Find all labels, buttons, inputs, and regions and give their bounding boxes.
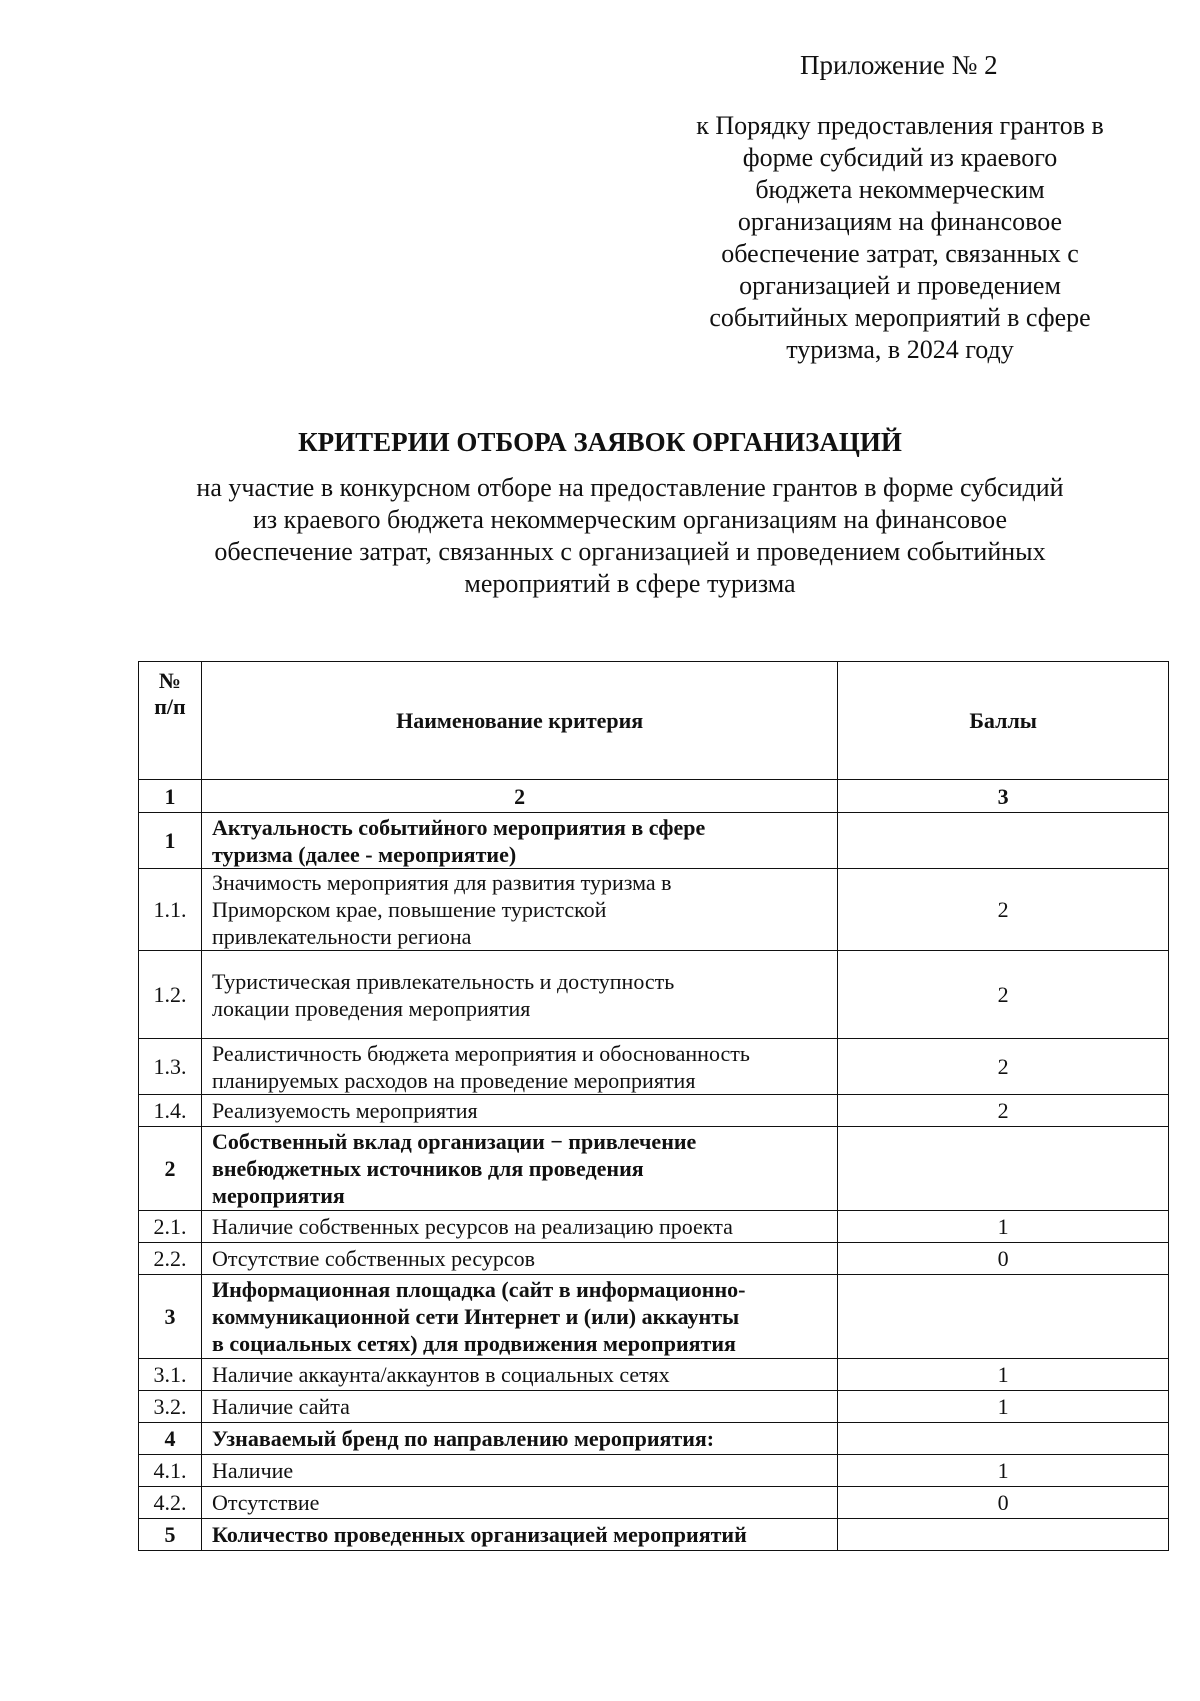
appendix-line: к Порядку предоставления грантов в: [696, 111, 1104, 140]
criterion-name-line: мероприятия: [211, 1183, 345, 1208]
subtitle-line: обеспечение затрат, связанных с организацией и проведением событийных: [214, 537, 1046, 566]
column-index: 1: [139, 780, 202, 813]
appendix-description: [660, 110, 1140, 366]
table-row: [139, 813, 1169, 869]
appendix-line: туризма, в 2024 году: [786, 335, 1014, 364]
criterion-name: [201, 1519, 837, 1551]
criterion-name-line: Реалистичность бюджета мероприятия и обоснованность: [211, 1040, 750, 1066]
appendix-line: организацией и проведением: [739, 271, 1061, 300]
header-number-abbr: п/п: [154, 694, 186, 719]
appendix-line: событийных мероприятий в сфере: [709, 303, 1091, 332]
criterion-name: [201, 951, 837, 1039]
criterion-name-line: Наличие аккаунта/аккаунтов в социальных сетях: [211, 1362, 670, 1387]
header-criterion-name: Наименование критерия: [201, 662, 837, 780]
criterion-name-line: туризма (далее - мероприятие): [211, 841, 517, 867]
criterion-name-line: Туристическая привлекательность и доступность: [211, 968, 675, 994]
table-row: [139, 1243, 1169, 1275]
table-row: [139, 1359, 1169, 1391]
table-row: [139, 1211, 1169, 1243]
criterion-score: 1: [838, 1211, 1169, 1243]
document-title: КРИТЕРИИ ОТБОРА ЗАЯВОК ОРГАНИЗАЦИЙ: [298, 427, 902, 457]
criterion-number: 3.2.: [139, 1391, 202, 1423]
criterion-score: 2: [838, 869, 1169, 951]
criterion-score: 0: [838, 1243, 1169, 1275]
table-row: [139, 1095, 1169, 1127]
subtitle-line: на участие в конкурсном отборе на предоставление грантов в форме субсидий: [196, 473, 1064, 502]
criterion-name: [201, 1455, 837, 1487]
criterion-name: [201, 869, 837, 951]
criterion-name: [201, 1211, 837, 1243]
criterion-name-line: привлекательности региона: [211, 924, 472, 949]
criterion-name-line: Актуальность событийного мероприятия в сфере: [211, 814, 706, 840]
table-row: [139, 1423, 1169, 1455]
header-number-symbol: №: [158, 668, 182, 693]
criteria-table-body: [139, 813, 1169, 1551]
appendix-line: организациям на финансовое: [737, 207, 1063, 236]
criterion-number: 1: [139, 813, 202, 869]
criterion-name-line: Собственный вклад организации − привлечение: [211, 1129, 697, 1154]
criterion-score: 1: [838, 1391, 1169, 1423]
criterion-number: 2.2.: [139, 1243, 202, 1275]
criterion-name-line: Отсутствие собственных ресурсов: [211, 1246, 536, 1271]
criterion-name-line: Узнаваемый бренд по направлению мероприятия:: [211, 1426, 715, 1451]
criterion-name: [201, 1127, 837, 1211]
criterion-name: [201, 1039, 837, 1095]
table-row: [139, 1039, 1169, 1095]
criterion-name-line: Информационная площадка (сайт в информационно-: [211, 1277, 746, 1302]
criterion-number: 1.1.: [139, 869, 202, 951]
appendix-line: обеспечение затрат, связанных с: [721, 239, 1079, 268]
criterion-name-line: локации проведения мероприятия: [211, 995, 531, 1021]
criterion-name: [201, 1275, 837, 1359]
criterion-name: [201, 1487, 837, 1519]
criterion-number: 4.1.: [139, 1455, 202, 1487]
column-index: 2: [201, 780, 837, 813]
criterion-number: 4: [139, 1423, 202, 1455]
criterion-number: 2.1.: [139, 1211, 202, 1243]
criterion-name: [201, 1359, 837, 1391]
criterion-name-line: Наличие сайта: [211, 1394, 350, 1419]
table-header-row: [139, 662, 1169, 780]
appendix-title: Приложение № 2: [800, 50, 998, 80]
criterion-score: [838, 1423, 1169, 1455]
criterion-name: [201, 813, 837, 869]
criterion-score: 2: [838, 951, 1169, 1039]
criterion-number: 5: [139, 1519, 202, 1551]
criterion-number: 1.2.: [139, 951, 202, 1039]
appendix-line: форме субсидий из краевого: [742, 143, 1058, 172]
criterion-number: 2: [139, 1127, 202, 1211]
criterion-score: 1: [838, 1359, 1169, 1391]
criterion-name-line: Реализуемость мероприятия: [211, 1098, 478, 1123]
criterion-score: 1: [838, 1455, 1169, 1487]
criterion-number: 3.1.: [139, 1359, 202, 1391]
column-index: 3: [838, 780, 1169, 813]
criterion-name-line: Наличие собственных ресурсов на реализацию проекта: [211, 1214, 733, 1239]
table-row: [139, 1455, 1169, 1487]
criterion-number: 1.4.: [139, 1095, 202, 1127]
criterion-name-line: Приморском крае, повышение туристской: [211, 897, 607, 922]
criterion-name: [201, 1243, 837, 1275]
criterion-name-line: Количество проведенных организацией мероприятий: [211, 1522, 747, 1547]
table-row: [139, 1519, 1169, 1551]
criterion-number: 4.2.: [139, 1487, 202, 1519]
criterion-score: 2: [838, 1095, 1169, 1127]
criterion-name: [201, 1095, 837, 1127]
criterion-name-line: Отсутствие: [211, 1490, 320, 1515]
table-row: [139, 1487, 1169, 1519]
criterion-score: [838, 1519, 1169, 1551]
criterion-name-line: в социальных сетях) для продвижения мероприятия: [211, 1331, 736, 1356]
criterion-name-line: коммуникационной сети Интернет и (или) аккаунты: [211, 1304, 740, 1329]
criterion-score: [838, 1275, 1169, 1359]
subtitle-line: из краевого бюджета некоммерческим организациям на финансовое: [253, 505, 1007, 534]
header-number: [139, 662, 202, 780]
table-row: [139, 869, 1169, 951]
criterion-score: [838, 1127, 1169, 1211]
criterion-name: [201, 1423, 837, 1455]
table-row: [139, 1127, 1169, 1211]
criterion-name-line: планируемых расходов на проведение мероприятия: [211, 1067, 696, 1093]
table-row: [139, 1391, 1169, 1423]
criterion-score: 0: [838, 1487, 1169, 1519]
appendix-line: бюджета некоммерческим: [755, 175, 1045, 204]
criterion-name-line: внебюджетных источников для проведения: [211, 1156, 644, 1181]
header-score: Баллы: [838, 662, 1169, 780]
table-row: [139, 951, 1169, 1039]
subtitle-line: мероприятий в сфере туризма: [464, 569, 796, 598]
table-row: [139, 1275, 1169, 1359]
criterion-number: 3: [139, 1275, 202, 1359]
criteria-table: [138, 661, 1169, 1551]
criterion-name: [201, 1391, 837, 1423]
criterion-name-line: Наличие: [211, 1458, 294, 1483]
criterion-score: [838, 813, 1169, 869]
criterion-score: 2: [838, 1039, 1169, 1095]
criterion-number: 1.3.: [139, 1039, 202, 1095]
document-subtitle: [140, 472, 1120, 600]
column-index-row: [139, 780, 1169, 813]
criterion-name-line: Значимость мероприятия для развития туризма в: [211, 870, 672, 895]
